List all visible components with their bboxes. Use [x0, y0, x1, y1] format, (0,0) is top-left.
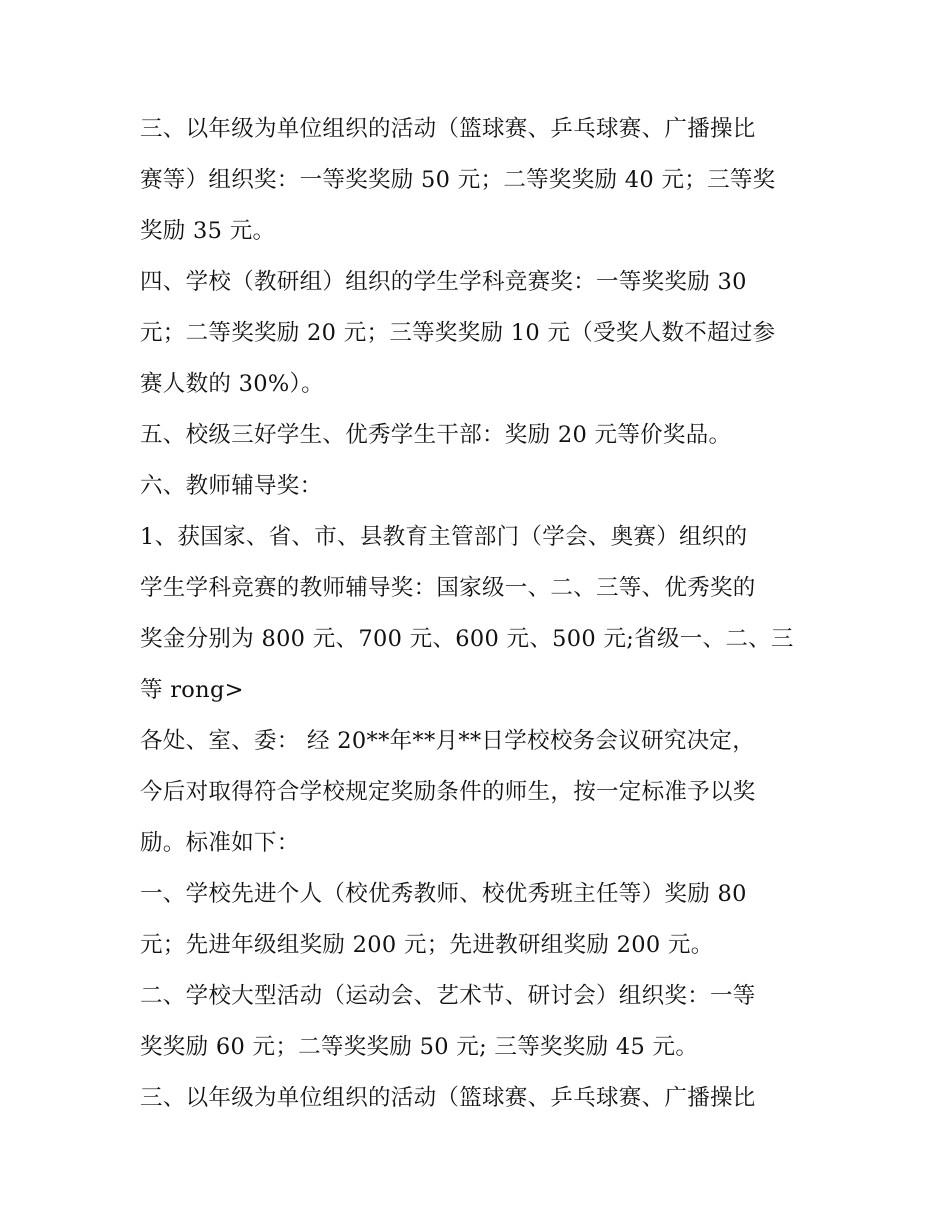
text-line: 赛等）组织奖：一等奖奖励 50 元；二等奖奖励 40 元；三等奖 — [140, 167, 776, 193]
text-line: 等 rong> — [140, 677, 244, 703]
text-line: 奖金分别为 800 元、700 元、600 元、500 元;省级一、二、三 — [140, 626, 794, 652]
text-line: 元；先进年级组奖励 200 元；先进教研组奖励 200 元。 — [140, 932, 714, 958]
text-line: 三、以年级为单位组织的活动（篮球赛、乒乓球赛、广播操比 — [140, 1085, 756, 1111]
text-line: 六、教师辅导奖： — [140, 473, 323, 499]
text-line: 1、获国家、省、市、县教育主管部门（学会、奥赛）组织的 — [140, 524, 748, 550]
text-line: 奖奖励 60 元；二等奖奖励 50 元; 三等奖奖励 45 元。 — [140, 1034, 699, 1060]
text-line: 二、学校大型活动（运动会、艺术节、研讨会）组织奖：一等 — [140, 983, 756, 1009]
text-line: 三、以年级为单位组织的活动（篮球赛、乒乓球赛、广播操比 — [140, 116, 756, 142]
text-line: 五、校级三好学生、优秀学生干部：奖励 20 元等价奖品。 — [140, 422, 732, 448]
text-line: 今后对取得符合学校规定奖励条件的师生，按一定标准予以奖 — [140, 779, 756, 805]
text-line: 励。标准如下： — [140, 830, 300, 856]
text-line: 赛人数的 30%）。 — [140, 371, 324, 397]
text-line: 元；二等奖奖励 20 元；三等奖奖励 10 元（受奖人数不超过参 — [140, 320, 776, 346]
text-line: 四、学校（教研组）组织的学生学科竞赛奖：一等奖奖励 30 — [140, 269, 747, 295]
text-line: 一、学校先进个人（校优秀教师、校优秀班主任等）奖励 80 — [140, 881, 747, 907]
document-body — [140, 104, 820, 1124]
text-line: 学生学科竞赛的教师辅导奖：国家级一、二、三等、优秀奖的 — [140, 575, 756, 601]
text-line: 奖励 35 元。 — [140, 218, 276, 244]
text-line: 各处、室、委： 经 20**年**月**日学校校务会议研究决定， — [140, 728, 756, 754]
